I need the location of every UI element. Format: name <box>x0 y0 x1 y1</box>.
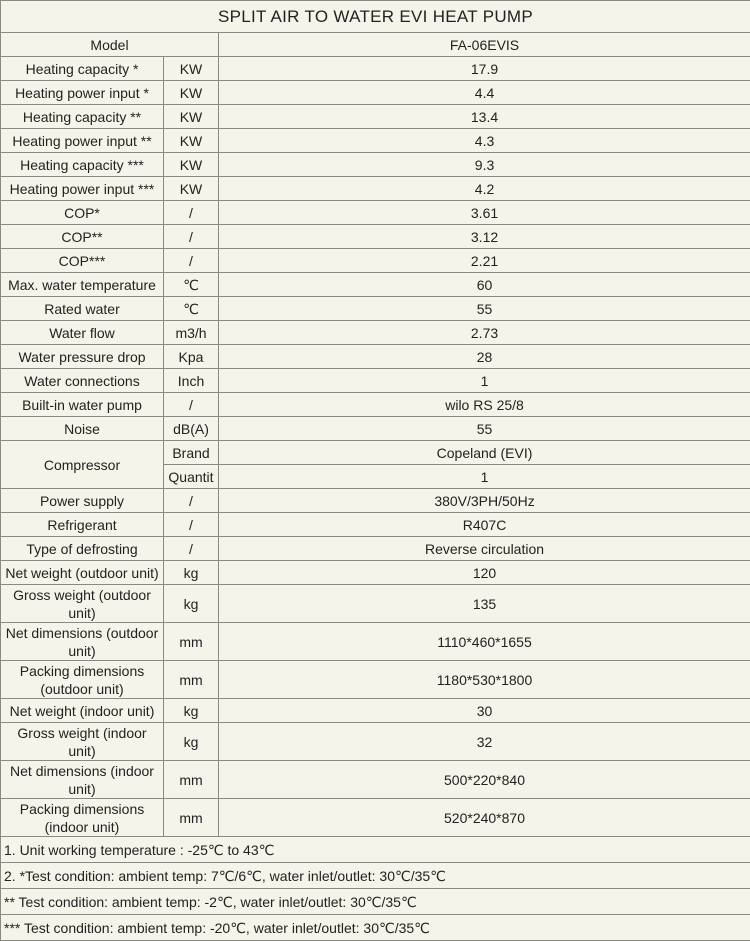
value-cell: 28 <box>219 345 750 369</box>
table-row-note <box>1 863 750 889</box>
table-row <box>1 723 750 761</box>
value-cell: 4.2 <box>219 177 750 201</box>
unit-cell: / <box>164 225 219 249</box>
table-row <box>1 417 750 441</box>
unit-cell: kg <box>164 585 219 623</box>
table-row-note <box>1 837 750 863</box>
table-row <box>1 661 750 699</box>
unit-cell: ℃ <box>164 297 219 321</box>
value-cell: Copeland (EVI) <box>219 441 750 465</box>
param-label: COP** <box>1 225 164 249</box>
value-cell: 2.21 <box>219 249 750 273</box>
param-label: Gross weight (indoor unit) <box>1 723 164 761</box>
table-row <box>1 81 750 105</box>
unit-cell: mm <box>164 799 219 837</box>
unit-cell: kg <box>164 699 219 723</box>
unit-cell: dB(A) <box>164 417 219 441</box>
table-row <box>1 369 750 393</box>
unit-cell: KW <box>164 129 219 153</box>
unit-cell: KW <box>164 57 219 81</box>
table-row <box>1 225 750 249</box>
unit-cell: Brand <box>164 441 219 465</box>
value-cell: R407C <box>219 513 750 537</box>
param-label: Heating capacity *** <box>1 153 164 177</box>
table-row <box>1 249 750 273</box>
param-label: Net dimensions (outdoor unit) <box>1 623 164 661</box>
param-label: Water connections <box>1 369 164 393</box>
unit-cell: mm <box>164 623 219 661</box>
unit-cell: / <box>164 537 219 561</box>
unit-cell: / <box>164 249 219 273</box>
param-label: Refrigerant <box>1 513 164 537</box>
param-label: Net weight (outdoor unit) <box>1 561 164 585</box>
value-cell: 1 <box>219 369 750 393</box>
table-row <box>1 129 750 153</box>
unit-cell: KW <box>164 177 219 201</box>
table-title: SPLIT AIR TO WATER EVI HEAT PUMP <box>1 1 750 33</box>
table-row <box>1 57 750 81</box>
value-cell: 3.12 <box>219 225 750 249</box>
param-label: Max. water temperature <box>1 273 164 297</box>
table-row <box>1 393 750 417</box>
unit-cell: KW <box>164 153 219 177</box>
unit-cell: m3/h <box>164 321 219 345</box>
value-cell: 55 <box>219 417 750 441</box>
value-cell: 60 <box>219 273 750 297</box>
unit-cell: ℃ <box>164 273 219 297</box>
value-cell: 9.3 <box>219 153 750 177</box>
value-cell: 135 <box>219 585 750 623</box>
unit-cell: / <box>164 201 219 225</box>
param-label: Heating capacity * <box>1 57 164 81</box>
value-cell: 55 <box>219 297 750 321</box>
unit-cell: KW <box>164 105 219 129</box>
value-cell: 2.73 <box>219 321 750 345</box>
table-row <box>1 177 750 201</box>
param-label: Water pressure drop <box>1 345 164 369</box>
value-cell: 3.61 <box>219 201 750 225</box>
value-cell: 380V/3PH/50Hz <box>219 489 750 513</box>
note-text: ** Test condition: ambient temp: -2℃, water inlet/outlet: 30℃/35℃ <box>1 889 750 915</box>
unit-cell: mm <box>164 761 219 799</box>
param-label: Heating power input *** <box>1 177 164 201</box>
param-label: Packing dimensions (indoor unit) <box>1 799 164 837</box>
value-cell: 120 <box>219 561 750 585</box>
table-row <box>1 623 750 661</box>
unit-cell: kg <box>164 561 219 585</box>
model-value: FA-06EVIS <box>219 33 750 57</box>
unit-cell: KW <box>164 81 219 105</box>
compressor-label: Compressor <box>1 441 164 489</box>
note-text: *** Test condition: ambient temp: -20℃, water inlet/outlet: 30℃/35℃ <box>1 915 750 941</box>
value-cell: 17.9 <box>219 57 750 81</box>
note-text: 1. Unit working temperature : -25℃ to 43℃ <box>1 837 750 863</box>
table-row <box>1 273 750 297</box>
value-cell: 500*220*840 <box>219 761 750 799</box>
unit-cell: / <box>164 489 219 513</box>
value-cell: 1110*460*1655 <box>219 623 750 661</box>
param-label: Heating power input ** <box>1 129 164 153</box>
table-row <box>1 537 750 561</box>
param-label: Water flow <box>1 321 164 345</box>
value-cell: 4.4 <box>219 81 750 105</box>
unit-cell: Quantit <box>164 465 219 489</box>
param-label: Heating capacity ** <box>1 105 164 129</box>
value-cell: 4.3 <box>219 129 750 153</box>
unit-cell: mm <box>164 661 219 699</box>
param-label: COP* <box>1 201 164 225</box>
param-label: Noise <box>1 417 164 441</box>
table-row-note <box>1 889 750 915</box>
table-row <box>1 297 750 321</box>
param-label: Packing dimensions (outdoor unit) <box>1 661 164 699</box>
table-row <box>1 561 750 585</box>
param-label: COP*** <box>1 249 164 273</box>
param-label: Power supply <box>1 489 164 513</box>
value-cell: 32 <box>219 723 750 761</box>
unit-cell: kg <box>164 723 219 761</box>
value-cell: wilo RS 25/8 <box>219 393 750 417</box>
value-cell: 30 <box>219 699 750 723</box>
param-label: Type of defrosting <box>1 537 164 561</box>
table-row <box>1 321 750 345</box>
param-label: Gross weight (outdoor unit) <box>1 585 164 623</box>
param-label: Net weight (indoor unit) <box>1 699 164 723</box>
unit-cell: Kpa <box>164 345 219 369</box>
table-row <box>1 489 750 513</box>
table-row <box>1 585 750 623</box>
table-row-compressor-brand <box>1 441 750 465</box>
value-cell: 1 <box>219 465 750 489</box>
value-cell: 520*240*870 <box>219 799 750 837</box>
unit-cell: / <box>164 393 219 417</box>
note-text: 2. *Test condition: ambient temp: 7℃/6℃, water inlet/outlet: 30℃/35℃ <box>1 863 750 889</box>
param-label: Net dimensions (indoor unit) <box>1 761 164 799</box>
unit-cell: / <box>164 513 219 537</box>
table-row <box>1 201 750 225</box>
value-cell: 13.4 <box>219 105 750 129</box>
table-row <box>1 799 750 837</box>
value-cell: Reverse circulation <box>219 537 750 561</box>
table-row <box>1 153 750 177</box>
table-row <box>1 699 750 723</box>
table-row <box>1 105 750 129</box>
table-row <box>1 513 750 537</box>
table-row-note <box>1 915 750 941</box>
param-label: Rated water <box>1 297 164 321</box>
unit-cell: Inch <box>164 369 219 393</box>
param-label: Built-in water pump <box>1 393 164 417</box>
model-label: Model <box>1 33 219 57</box>
table-row <box>1 345 750 369</box>
value-cell: 1180*530*1800 <box>219 661 750 699</box>
table-row-model <box>1 33 750 57</box>
table-row <box>1 761 750 799</box>
param-label: Heating power input * <box>1 81 164 105</box>
